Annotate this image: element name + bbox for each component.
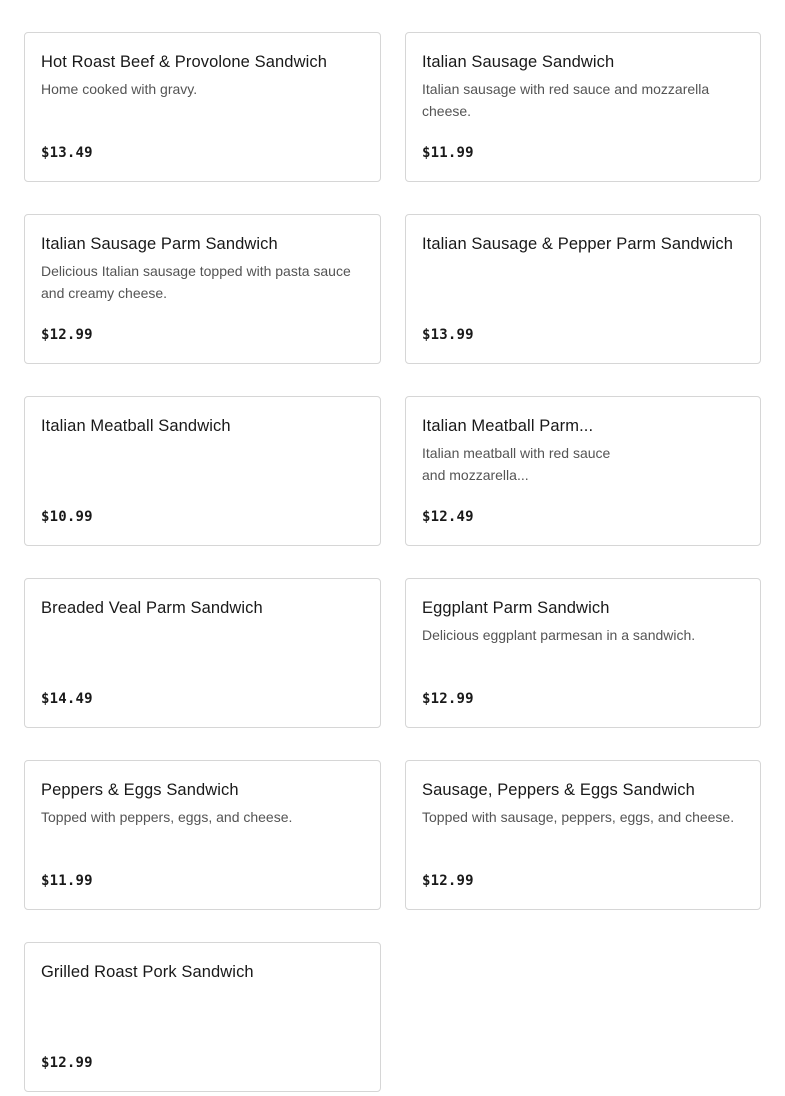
- menu-item-card[interactable]: [24, 760, 381, 910]
- menu-item-title: Peppers & Eggs Sandwich: [41, 781, 239, 799]
- menu-item-description: Italian sausage with red sauce and mozzarella cheese.: [422, 81, 710, 119]
- menu-item-price: $12.99: [422, 873, 474, 889]
- menu-item-price: $13.99: [422, 327, 474, 343]
- menu-item-card[interactable]: [405, 578, 761, 728]
- menu-item-title: Italian Sausage Sandwich: [422, 53, 615, 71]
- menu-item-card[interactable]: [24, 214, 381, 364]
- menu-item-price: $14.49: [41, 691, 93, 707]
- menu-item-description: Delicious eggplant parmesan in a sandwich.: [422, 627, 696, 643]
- menu-item-card[interactable]: [24, 942, 381, 1092]
- menu-item-description: Home cooked with gravy.: [41, 81, 198, 97]
- menu-item-price: $12.49: [422, 509, 474, 525]
- menu-item-price: $13.49: [41, 145, 93, 161]
- menu-item-card[interactable]: [405, 32, 761, 182]
- menu-item-grid: [24, 0, 761, 1092]
- menu-item-card[interactable]: [405, 214, 761, 364]
- menu-item-title: Italian Sausage Parm Sandwich: [41, 235, 278, 253]
- menu-item-title: Italian Sausage & Pepper Parm Sandwich: [422, 235, 734, 253]
- menu-item-card[interactable]: [405, 396, 761, 546]
- menu-item-price: $11.99: [41, 873, 93, 889]
- menu-item-title: Sausage, Peppers & Eggs Sandwich: [422, 781, 695, 799]
- menu-item-description: Italian meatball with red sauce and mozzarella...: [422, 445, 611, 483]
- menu-item-title: Italian Meatball Sandwich: [41, 417, 231, 435]
- menu-item-price: $12.99: [422, 691, 474, 707]
- menu-item-title: Grilled Roast Pork Sandwich: [41, 963, 254, 981]
- menu-item-card[interactable]: [24, 396, 381, 546]
- menu-item-card[interactable]: [24, 578, 381, 728]
- menu-item-title: Breaded Veal Parm Sandwich: [41, 599, 263, 617]
- menu-item-price: $11.99: [422, 145, 474, 161]
- menu-item-description: Delicious Italian sausage topped with pasta sauce and creamy cheese.: [41, 263, 351, 301]
- menu-item-price: $10.99: [41, 509, 93, 525]
- menu-item-price: $12.99: [41, 1055, 93, 1071]
- menu-item-title: Italian Meatball Parm...: [422, 417, 594, 435]
- menu-item-description: Topped with peppers, eggs, and cheese.: [41, 809, 293, 825]
- menu-item-title: Hot Roast Beef & Provolone Sandwich: [41, 53, 327, 71]
- menu-item-title: Eggplant Parm Sandwich: [422, 599, 610, 617]
- menu-item-description: Topped with sausage, peppers, eggs, and cheese.: [422, 809, 735, 825]
- menu-item-card[interactable]: [405, 760, 761, 910]
- menu-item-card[interactable]: [24, 32, 381, 182]
- menu-item-price: $12.99: [41, 327, 93, 343]
